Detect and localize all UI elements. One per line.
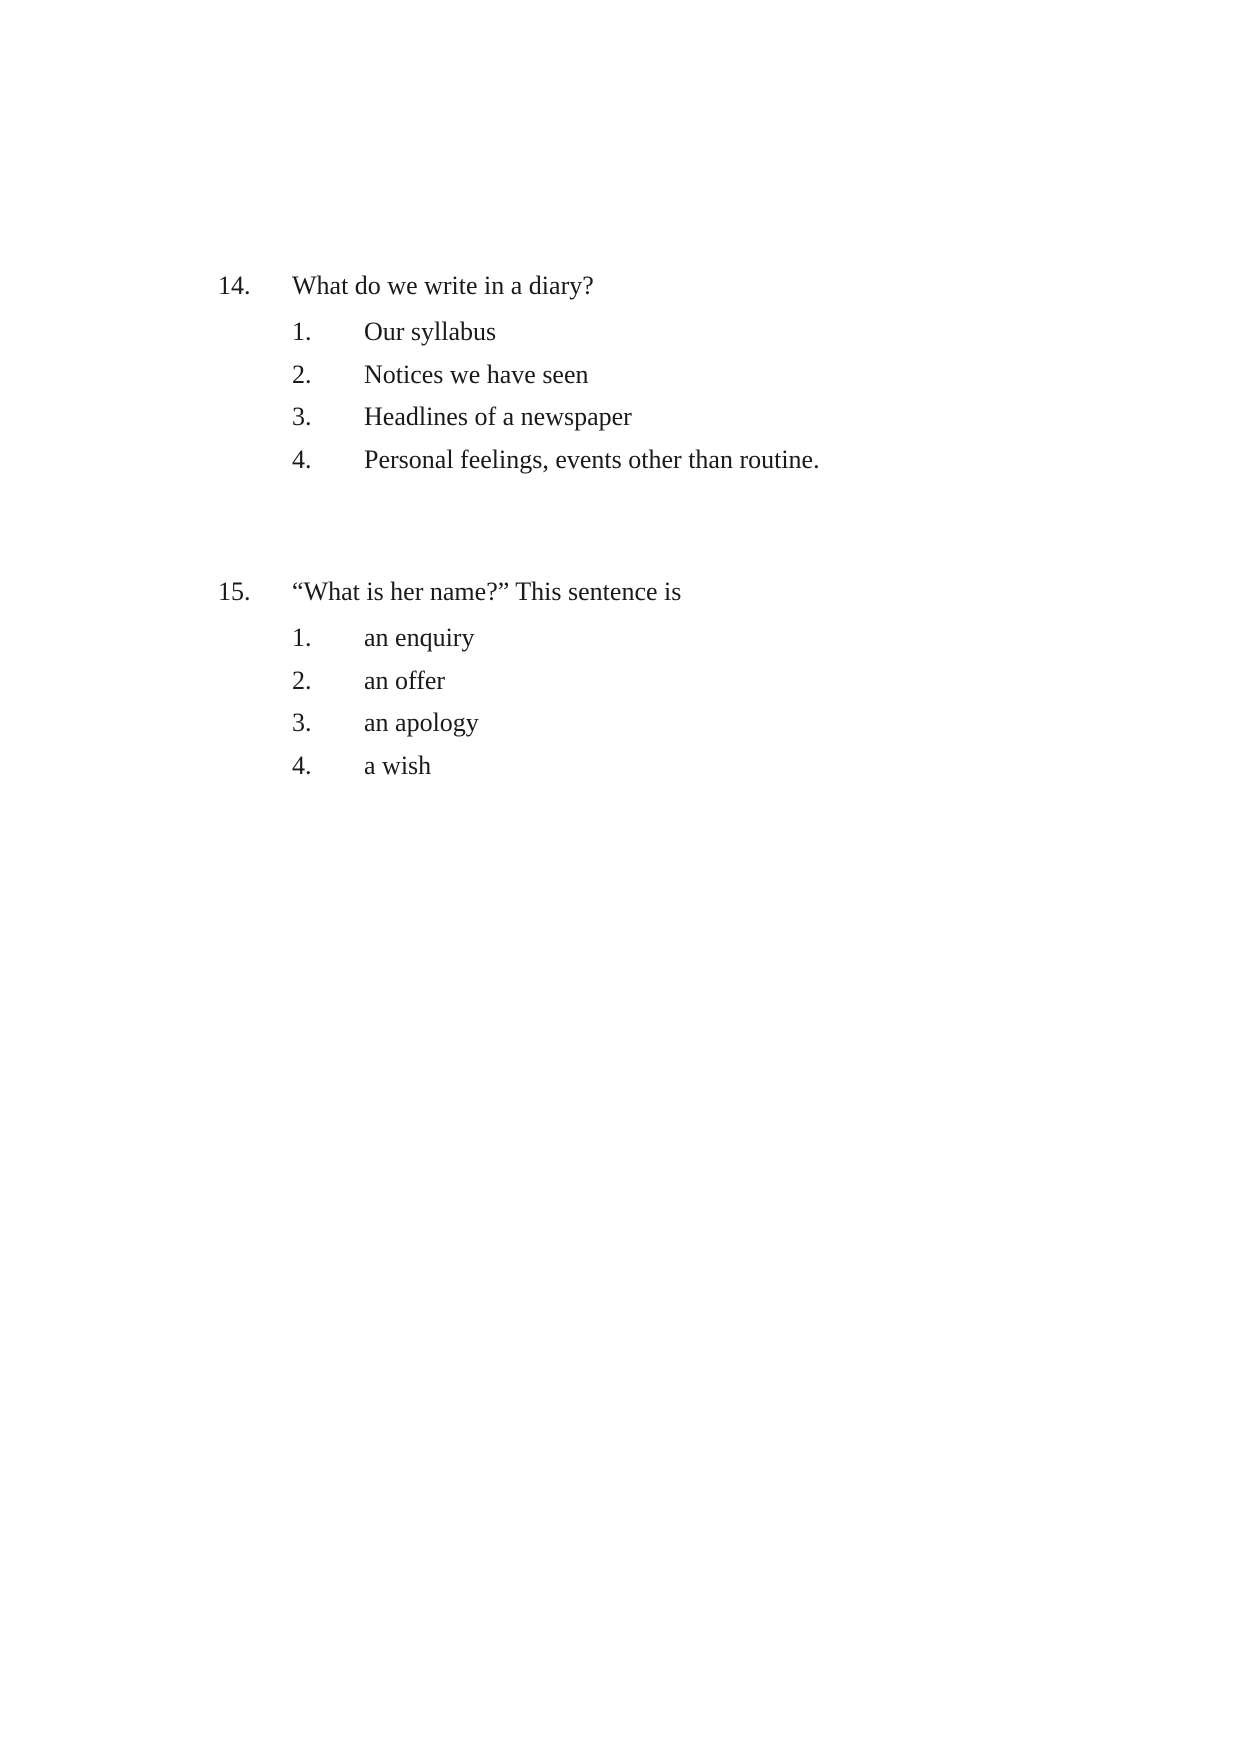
answer-option <box>292 444 1118 487</box>
answer-option <box>292 316 1118 359</box>
option-text: Headlines of a newspaper <box>364 402 632 431</box>
question-14 <box>218 270 1118 486</box>
option-number: 2. <box>292 665 312 695</box>
question-text: “What is her name?” This sentence is <box>292 577 682 606</box>
option-number: 2. <box>292 359 312 389</box>
option-text: Personal feelings, events other than routine. <box>364 444 820 474</box>
option-text: an enquiry <box>364 623 475 652</box>
option-text: Our syllabus <box>364 317 497 346</box>
option-text: Notices we have seen <box>364 359 589 389</box>
option-number: 4. <box>292 444 312 474</box>
answer-option <box>292 665 1118 708</box>
question-stem <box>218 576 1118 608</box>
question-number: 15. <box>218 577 251 606</box>
answer-option <box>292 622 1118 665</box>
option-text: an offer <box>364 665 446 695</box>
option-text: an apology <box>364 708 479 737</box>
answer-option <box>292 359 1118 402</box>
question-text: What do we write in a diary? <box>292 271 594 300</box>
question-stem <box>218 270 1118 302</box>
answer-option <box>292 707 1118 750</box>
answer-option <box>292 401 1118 444</box>
option-text: a wish <box>364 750 432 780</box>
question-number: 14. <box>218 271 251 300</box>
option-number: 4. <box>292 750 312 780</box>
option-number: 3. <box>292 402 312 431</box>
question-15 <box>218 576 1118 792</box>
option-number: 3. <box>292 708 312 737</box>
answer-options <box>292 622 1118 792</box>
answer-options <box>292 316 1118 486</box>
option-number: 1. <box>292 317 312 346</box>
answer-option <box>292 750 1118 793</box>
option-number: 1. <box>292 623 312 652</box>
